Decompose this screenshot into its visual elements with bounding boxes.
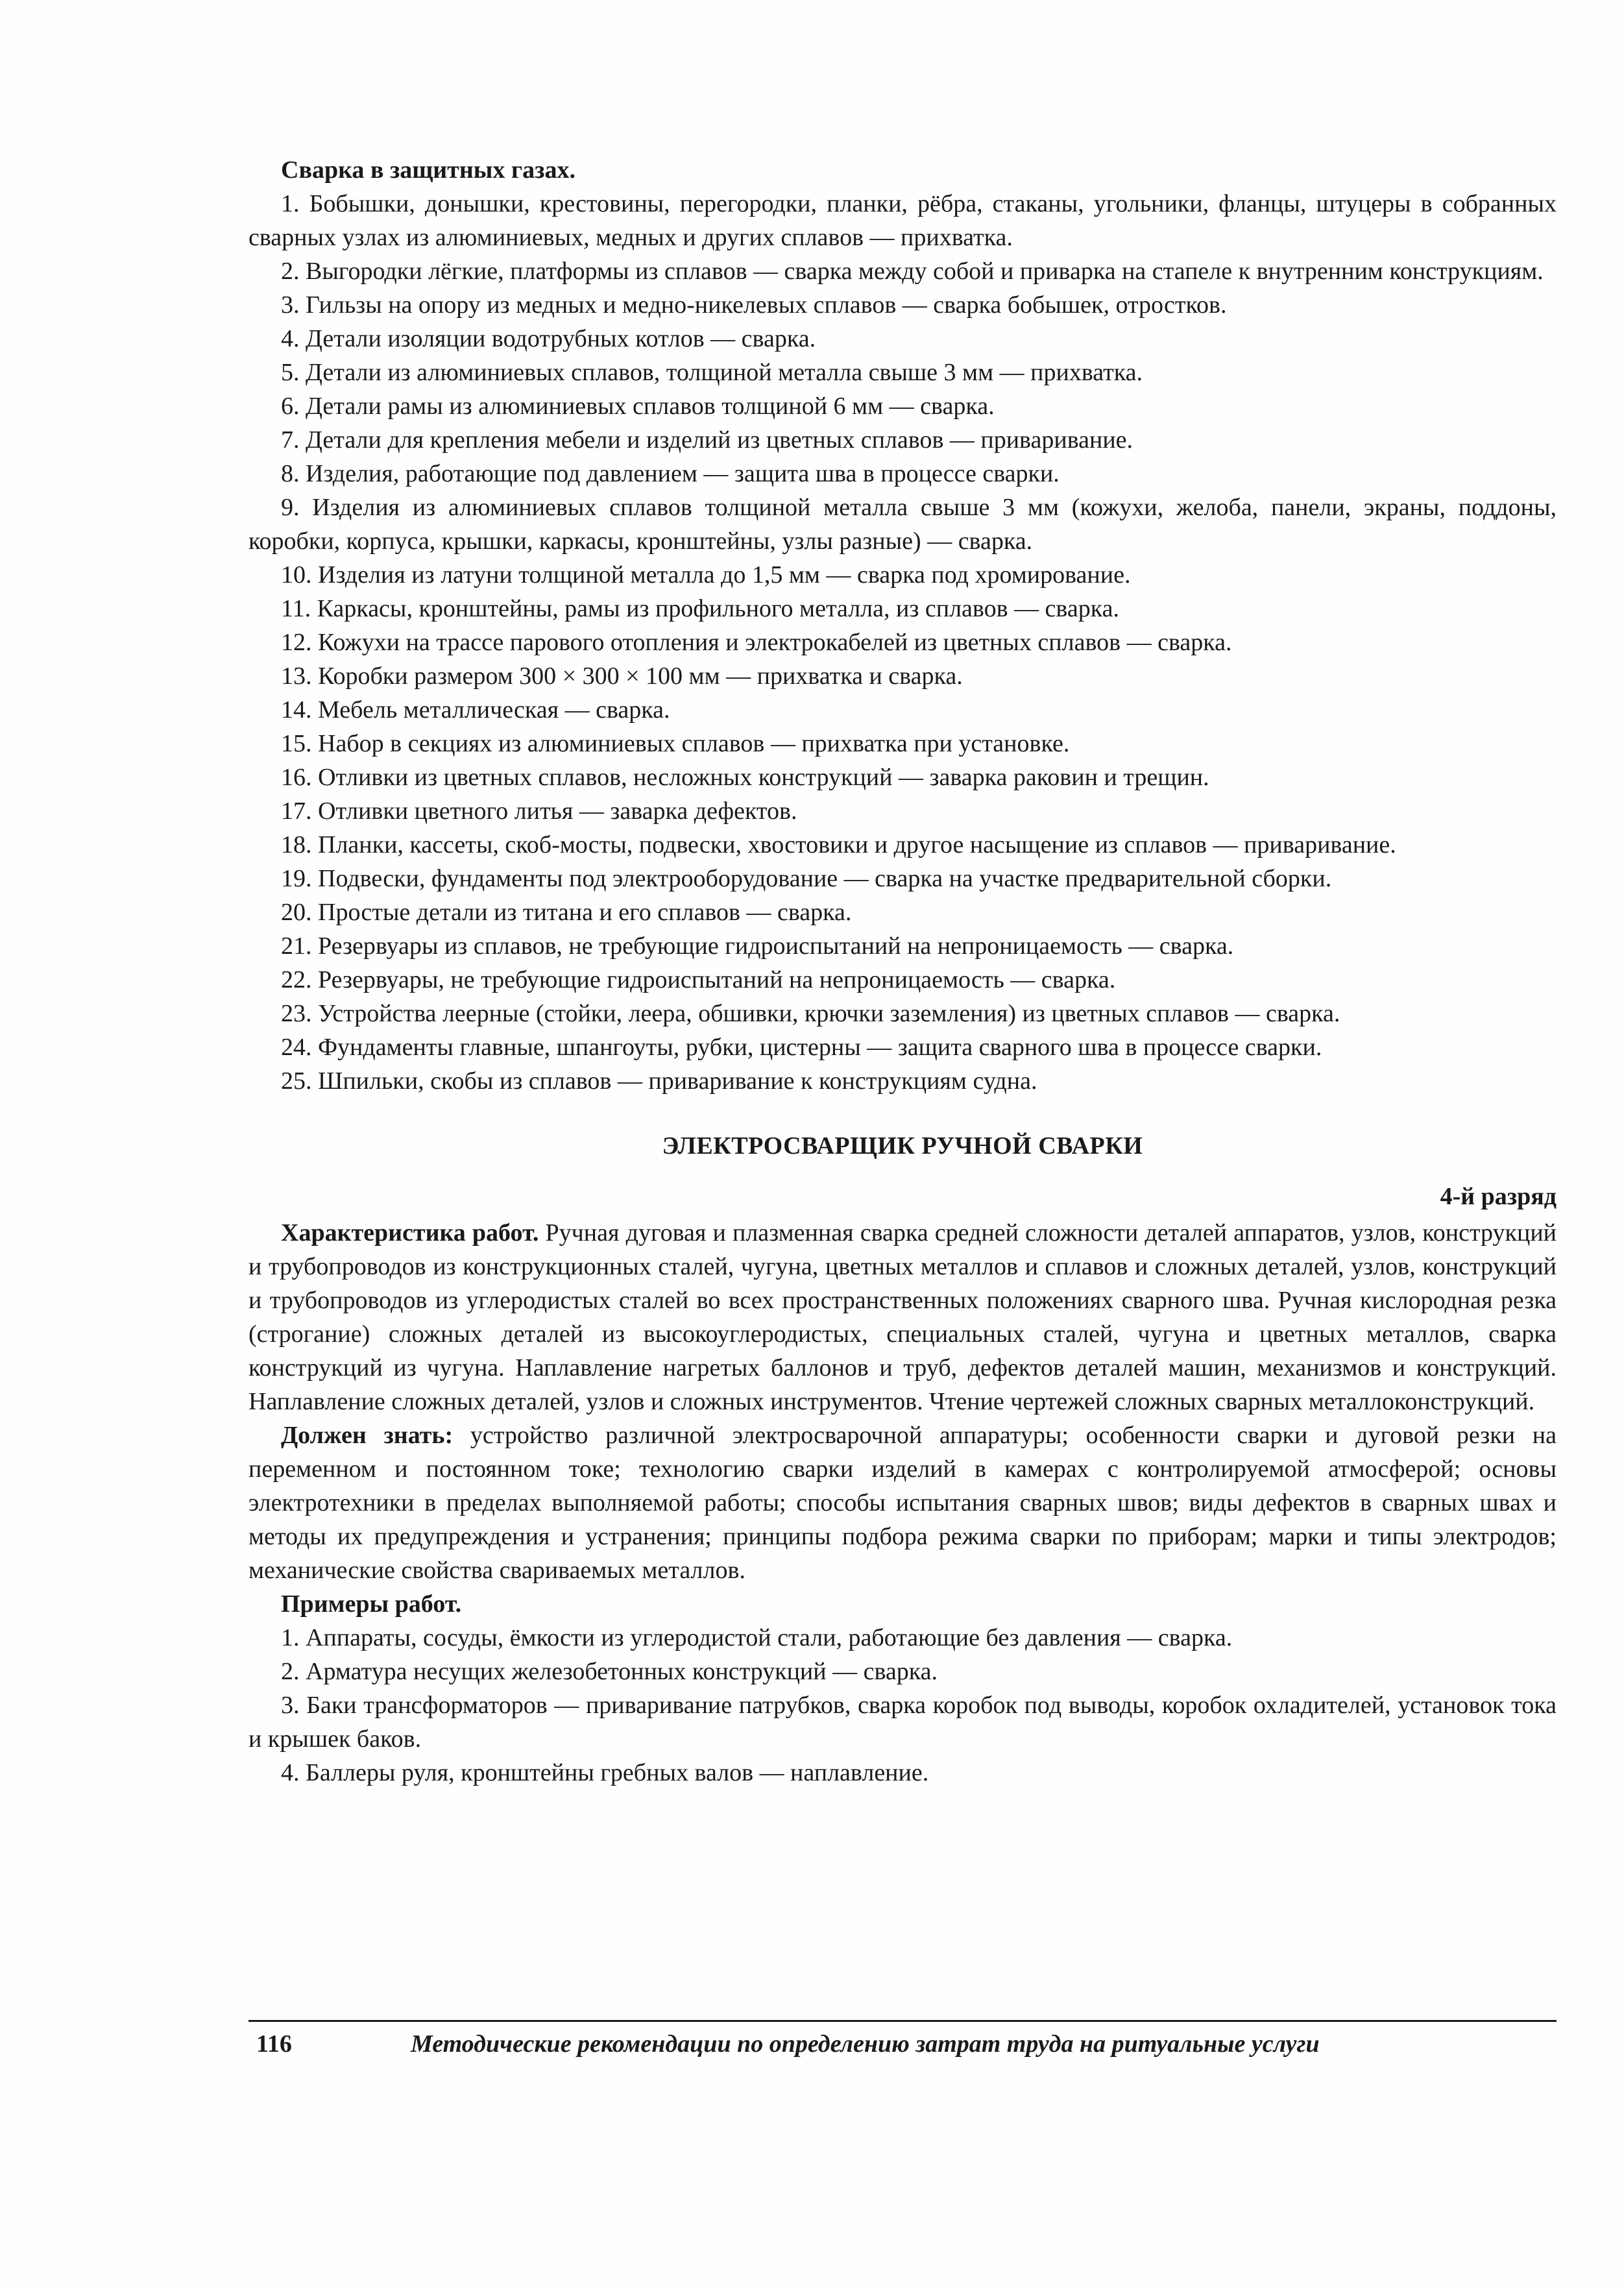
page-number: 116	[256, 2030, 292, 2058]
list-item: 17. Отливки цветного литья — заварка дефектов.	[281, 797, 797, 825]
work-characteristic-label: Характеристика работ.	[281, 1219, 539, 1246]
list-item: 5. Детали из алюминиевых сплавов, толщиной металла свыше 3 мм — прихватка.	[281, 359, 1143, 386]
list-item: 8. Изделия, работающие под давлением — защита шва в процессе сварки.	[281, 460, 1060, 487]
list-item: 1. Аппараты, сосуды, ёмкости из углеродистой стали, работающие без давления — сварка.	[281, 1624, 1233, 1651]
required-knowledge-text: устройство различной электросварочной аппаратуры; особенности сварки и дуговой резки на переменном и постоянном токе; технологию сварки изделий в камерах с контролируемой атмосферой; основы электротехники в пределах выполняемой работы; способы испытания сварных швов; виды дефектов в сварных швах и методы их предупреждения и устранения; принципы подбора режима сварки по приборам; марки и типы электродов; механические свойства свариваемых металлов.	[248, 1422, 1557, 1584]
list-item: 1. Бобышки, донышки, крестовины, перегородки, планки, рёбра, стаканы, угольники, фланцы, штуцеры в собранных сварных узлах из алюминиевых, медных и других сплавов — прихватка.	[248, 190, 1557, 251]
footer-divider	[248, 2020, 1557, 2022]
work-characteristic-text: Ручная дуговая и плазменная сварка средней сложности деталей аппаратов, узлов, конструкций и трубопроводов из конструкционных сталей, чугуна, цветных металлов и сплавов и сложных деталей, узлов, конструкций и трубопроводов из углеродистых сталей во всех пространственных положениях сварного шва. Ручная кислородная резка (строгание) сложных деталей из высокоуглеродистых, специальных сталей, чугуна и цветных металлов, сварка конструкций из чугуна. Наплавление нагретых баллонов и труб, дефектов деталей машин, механизмов и конструкций. Наплавление сложных деталей, узлов и сложных инструментов. Чтение чертежей сложных сварных металлоконструкций.	[248, 1219, 1557, 1415]
list-item: 14. Мебель металлическая — сварка.	[281, 696, 670, 723]
list-item: 3. Баки трансформаторов — приваривание патрубков, сварка коробок под выводы, коробок охладителей, установок тока и крышек баков.	[248, 1692, 1557, 1753]
list-item: 12. Кожухи на трассе парового отопления и электрокабелей из цветных сплавов — сварка.	[281, 629, 1232, 656]
required-knowledge-label: Должен знать:	[281, 1422, 454, 1449]
list-item: 3. Гильзы на опору из медных и медно-никелевых сплавов — сварка бобышек, отростков.	[281, 291, 1227, 319]
list-item: 21. Резервуары из сплавов, не требующие гидроиспытаний на непроницаемость — сварка.	[281, 932, 1234, 960]
work-examples-list	[248, 1621, 1557, 1790]
list-item: 10. Изделия из латуни толщиной металла до 1,5 мм — сварка под хромирование.	[281, 561, 1131, 589]
work-characteristic-paragraph	[248, 1216, 1557, 1418]
list-item: 11. Каркасы, кронштейны, рамы из профильного металла, из сплавов — сварка.	[281, 595, 1119, 622]
list-item: 16. Отливки из цветных сплавов, несложных конструкций — заварка раковин и трещин.	[281, 764, 1209, 791]
gas-welding-list	[248, 187, 1557, 1098]
grade-label: 4-й разряд	[1440, 1183, 1557, 1210]
list-item: 20. Простые детали из титана и его сплавов — сварка.	[281, 899, 852, 926]
list-item: 4. Детали изоляции водотрубных котлов — сварка.	[281, 325, 816, 352]
list-item: 23. Устройства леерные (стойки, леера, обшивки, крючки заземления) из цветных сплавов — сварка.	[281, 1000, 1340, 1027]
list-item: 2. Арматура несущих железобетонных конструкций — сварка.	[281, 1658, 938, 1685]
list-item: 6. Детали рамы из алюминиевых сплавов толщиной 6 мм — сварка.	[281, 393, 995, 420]
list-item: 25. Шпильки, скобы из сплавов — приваривание к конструкциям судна.	[281, 1067, 1037, 1095]
page-content	[248, 153, 1557, 1790]
list-item: 7. Детали для крепления мебели и изделий из цветных сплавов — приваривание.	[281, 426, 1133, 454]
section-heading-gas-welding: Сварка в защитных газах.	[281, 156, 576, 184]
list-item: 2. Выгородки лёгкие, платформы из сплавов — сварка между собой и приварка на стапеле к внутренним конструкциям.	[281, 258, 1544, 285]
list-item: 13. Коробки размером 300 × 300 × 100 мм — прихватка и сварка.	[281, 663, 963, 690]
list-item: 9. Изделия из алюминиевых сплавов толщиной металла свыше 3 мм (кожухи, желоба, панели, экраны, поддоны, коробки, корпуса, крышки, каркасы, кронштейны, узлы разные) — сварка.	[248, 494, 1557, 555]
list-item: 15. Набор в секциях из алюминиевых сплавов — прихватка при установке.	[281, 730, 1070, 757]
list-item: 24. Фундаменты главные, шпангоуты, рубки, цистерны — защита сварного шва в процессе сварки.	[281, 1034, 1322, 1061]
work-examples-heading: Примеры работ.	[281, 1590, 462, 1618]
section-title-manual-welder: ЭЛЕКТРОСВАРЩИК РУЧНОЙ СВАРКИ	[662, 1132, 1143, 1160]
list-item: 4. Баллеры руля, кронштейны гребных валов — наплавление.	[281, 1759, 929, 1786]
list-item: 19. Подвески, фундаменты под электрооборудование — сварка на участке предварительной сборки.	[281, 865, 1332, 892]
list-item: 18. Планки, кассеты, скоб-мосты, подвески, хвостовики и другое насыщение из сплавов — приваривание.	[281, 831, 1396, 858]
running-title: Методические рекомендации по определению затрат труда на ритуальные услуги	[411, 2030, 1320, 2058]
list-item: 22. Резервуары, не требующие гидроиспытаний на непроницаемость — сварка.	[281, 966, 1116, 993]
required-knowledge-paragraph	[248, 1418, 1557, 1587]
